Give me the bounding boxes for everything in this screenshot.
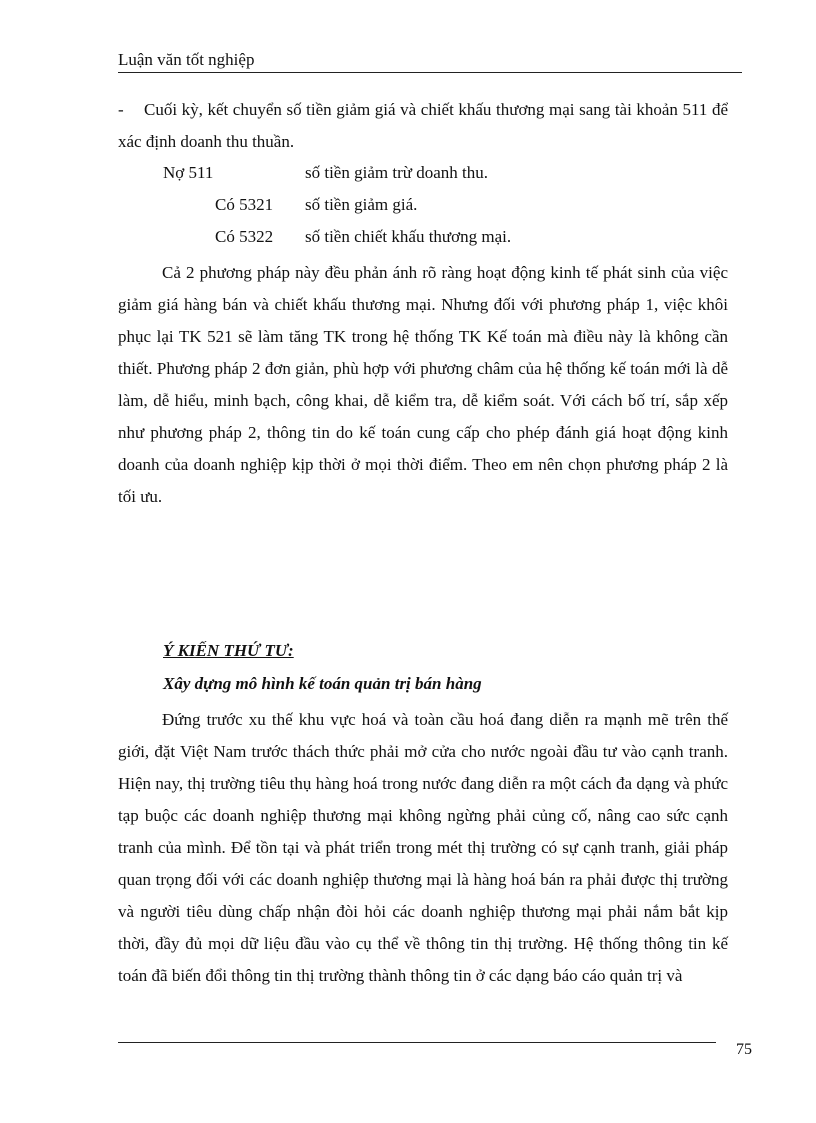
entry-account: Nợ 511 [163,163,214,182]
entry-description: số tiền chiết khấu thương mại. [305,227,512,246]
section-heading: Ý KIẾN THỨ TƯ: [163,641,294,660]
closing-entry-text: Cuối kỳ, kết chuyển số tiền giảm giá và chiết khấu thương mại sang tài khoản 511 để xác định doanh thu thuần. [118,100,728,151]
entry-account: Có 5322 [215,227,274,246]
header-divider [118,72,742,73]
entry-description: số tiền giảm giá. [305,195,418,214]
section-subheading: Xây dựng mô hình kế toán quản trị bán hàng [163,674,482,693]
footer-divider [118,1042,716,1043]
page-number: 75 [736,1041,752,1058]
header-title: Luận văn tốt nghiệp [118,50,255,69]
entry-account: Có 5321 [215,195,274,214]
section-paragraph: Đứng trước xu thế khu vực hoá và toàn cầu hoá đang diễn ra mạnh mẽ trên thế giới, đặt Việt Nam trước thách thức phải mở cửa cho nước ngoài đầu tư vào cạnh tranh. Hiện nay, thị trường tiêu thụ hàng hoá trong nước đang diễn ra một cách đa dạng và phức tạp buộc các doanh nghiệp thương mại không ngừng phải củng cố, nâng cao sức cạnh tranh của mình. Để tồn tại và phát triển trong mét thị trường có sự cạnh tranh, giải pháp quan trọng đối với các doanh nghiệp thương mại là hàng hoá bán ra phải được thị trường và người tiêu dùng chấp nhận đòi hỏi các doanh nghiệp thương mại phải nắm bắt kịp thời, đầy đủ mọi dữ liệu đầu vào cụ thể về thông tin thị trường. Hệ thống thông tin kế toán đã biến đổi thông tin thị trường thành thông tin ở các dạng báo cáo quản trị và [118,710,728,985]
entry-description: số tiền giảm trừ doanh thu. [305,163,488,182]
method-comparison-paragraph: Cả 2 phương pháp này đều phản ánh rõ ràng hoạt động kinh tế phát sinh của việc giảm giá hàng bán và chiết khấu thương mại. Nhưng đối với phương pháp 1, việc khôi phục lại TK 521 sẽ làm tăng TK trong hệ thống TK Kế toán mà điều này là không cần thiết. Phương pháp 2 đơn giản, phù hợp với phương châm của hệ thống kế toán mới là dễ làm, dễ hiểu, minh bạch, công khai, dễ kiểm tra, dễ kiểm soát. Với cách bố trí, sắp xếp như phương pháp 2, thông tin do kế toán cung cấp cho phép đánh giá hoạt động kinh doanh của doanh nghiệp kịp thời ở mọi thời điểm. Theo em nên chọn phương pháp 2 là tối ưu. [118,263,728,506]
closing-entry-paragraph [118,94,728,158]
list-dash: - [118,100,124,119]
